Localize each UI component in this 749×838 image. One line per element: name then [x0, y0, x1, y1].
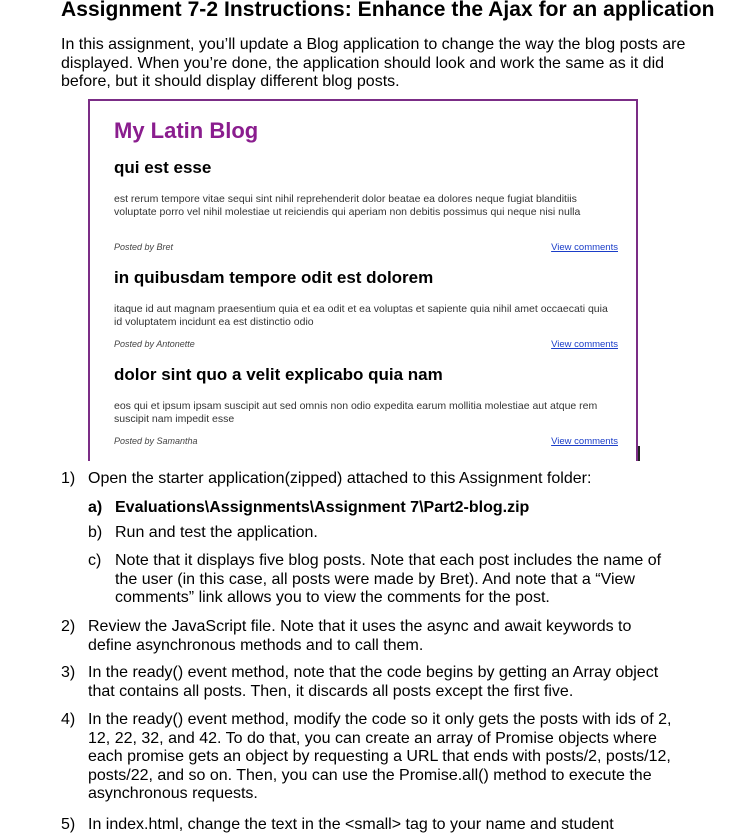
step-letter: a): [88, 499, 103, 516]
blog-title: My Latin Blog: [114, 118, 259, 143]
step-letter: c): [88, 552, 102, 569]
blog-screenshot: [88, 99, 638, 461]
step-text: Run and test the application.: [115, 524, 318, 541]
view-comments-link[interactable]: View comments: [551, 339, 618, 350]
post-title: in quibusdam tempore odit est dolorem: [114, 268, 434, 287]
post-body: eos qui et ipsum ipsam suscipit aut sed omnis non odio expedita earum mollitia molestiae aut atque rem suscipit nam impedit esse: [114, 400, 598, 425]
step-number: 3): [61, 664, 76, 681]
step-number: 1): [61, 470, 76, 487]
step-text: Review the JavaScript file. Note that it uses the async and await keywords to define asynchronous methods and to call them.: [88, 618, 632, 654]
post-byline: Posted by Antonette: [114, 339, 195, 349]
step-number: 4): [61, 711, 76, 728]
post-body: est rerum tempore vitae sequi sint nihil reprehenderit dolor beatae ea dolores neque fugiat blanditiis voluptate porro vel nihil molestiae ut reiciendis qui aperiam non debitis possimus qui neque nisi nulla: [114, 193, 581, 218]
step-text: In the ready() event method, modify the code so it only gets the posts with ids of 2, 12, 22, 32, and 42. To do that, you can create an array of Promise objects where each promise gets an object by requesting a URL that ends with posts/2, posts/12, posts/22, and so on. Then, you can use the Promise.all() method to execute the asynchronous requests.: [88, 711, 672, 802]
page-title: Assignment 7-2 Instructions: Enhance the Ajax for an application: [61, 0, 715, 21]
post-byline: Posted by Bret: [114, 242, 174, 252]
step-number: 5): [61, 816, 76, 833]
post-title: qui est esse: [114, 158, 212, 177]
step-text: Open the starter application(zipped) attached to this Assignment folder:: [88, 470, 592, 487]
post-title: dolor sint quo a velit explicabo quia nam: [114, 365, 443, 384]
view-comments-link[interactable]: View comments: [551, 242, 618, 253]
file-path: Evaluations\Assignments\Assignment 7\Part2-blog.zip: [115, 499, 530, 516]
step-text: In index.html, change the text in the <small> tag to your name and student: [88, 816, 614, 833]
step-number: 2): [61, 618, 76, 635]
frame-edge: [638, 446, 640, 461]
view-comments-link[interactable]: View comments: [551, 436, 618, 447]
post-byline: Posted by Samantha: [114, 436, 198, 446]
step-text: In the ready() event method, note that the code begins by getting an Array object that contains all posts. Then, it discards all posts except the first five.: [88, 664, 659, 700]
step-letter: b): [88, 524, 103, 541]
post-body: itaque id aut magnam praesentium quia et ea odit et ea voluptas et sapiente quia nihil amet occaecati quia id voluptatem incidunt ea est distinctio odio: [114, 303, 608, 328]
step-text: Note that it displays five blog posts. Note that each post includes the name of the user (in this case, all posts were made by Bret). And note that a “View comments” link allows you to view the comments for the post.: [115, 552, 662, 606]
intro-paragraph: In this assignment, you’ll update a Blog application to change the way the blog posts are displayed. When you’re done, the application should look and work the same as it did before, but it should display different blog posts.: [61, 36, 686, 90]
